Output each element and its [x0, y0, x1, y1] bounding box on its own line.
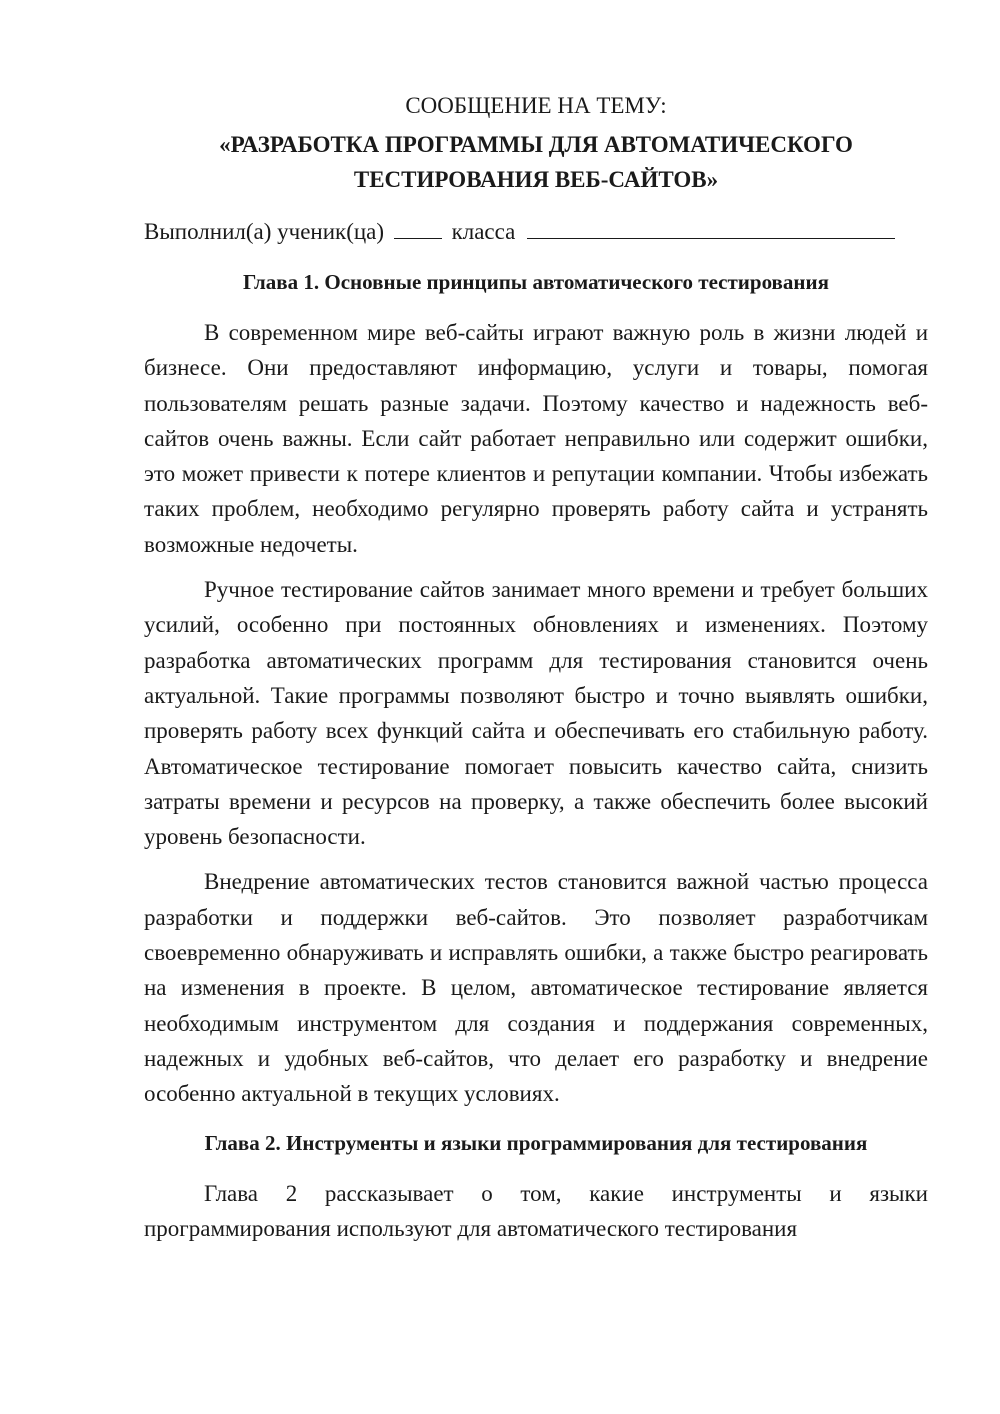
document-title-line-1: «РАЗРАБОТКА ПРОГРАММЫ ДЛЯ АВТОМАТИЧЕСКОГО [219, 132, 853, 157]
chapter-1-paragraph-1: В современном мире веб-сайты играют важную роль в жизни людей и бизнесе. Они предоставляют информацию, услуги и товары, помогая пользователям решать разные задачи. Поэтому качество и надежность веб-сайтов очень важны. Если сайт работает неправильно или содержит ошибки, это может привести к потере клиентов и репутации компании. Чтобы избежать таких проблем, необходимо регулярно проверять работу сайта и устранять возможные недочеты. [144, 320, 928, 557]
document-title-line-2: ТЕСТИРОВАНИЯ ВЕБ-САЙТОВ» [353, 167, 719, 192]
document-title-heading: СООБЩЕНИЕ НА ТЕМУ: [405, 93, 667, 118]
chapter-2-paragraph-1: Глава 2 рассказывает о том, какие инструменты и языки программирования используют для автоматического тестирования [144, 1180, 928, 1241]
author-line [144, 214, 928, 249]
name-blank [527, 214, 895, 239]
grade-blank [394, 214, 442, 239]
author-class-label: класса [451, 219, 516, 244]
chapter-2-title: Глава 2. Инструменты и языки программирования для тестирования [204, 1130, 868, 1155]
chapter-1-paragraph-3: Внедрение автоматических тестов становится важной частью процесса разработки и поддержки веб-сайтов. Это позволяет разработчикам своевременно обнаруживать и исправлять ошибки, а также быстро реагировать на изменения в проекте. В целом, автоматическое тестирование является необходимым инструментом для создания и поддержания современных, надежных и удобных веб-сайтов, что делает его разработку и внедрение особенно актуальной в текущих условиях. [144, 869, 928, 1107]
document-content [144, 88, 928, 1246]
chapter-1-title: Глава 1. Основные принципы автоматического тестирования [243, 270, 829, 294]
author-prefix: Выполнил(а) ученик(ца) [144, 219, 385, 244]
chapter-1-paragraph-2: Ручное тестирование сайтов занимает много времени и требует больших усилий, особенно при постоянных обновлениях и изменениях. Поэтому разработка автоматических программ для тестирования становится очень актуальной. Такие программы позволяют быстро и точно выявлять ошибки, проверять работу всех функций сайта и обеспечивать его стабильную работу. Автоматическое тестирование помогает повысить качество сайта, снизить затраты времени и ресурсов на проверку, а также обеспечить более высокий уровень безопасности. [144, 577, 928, 850]
